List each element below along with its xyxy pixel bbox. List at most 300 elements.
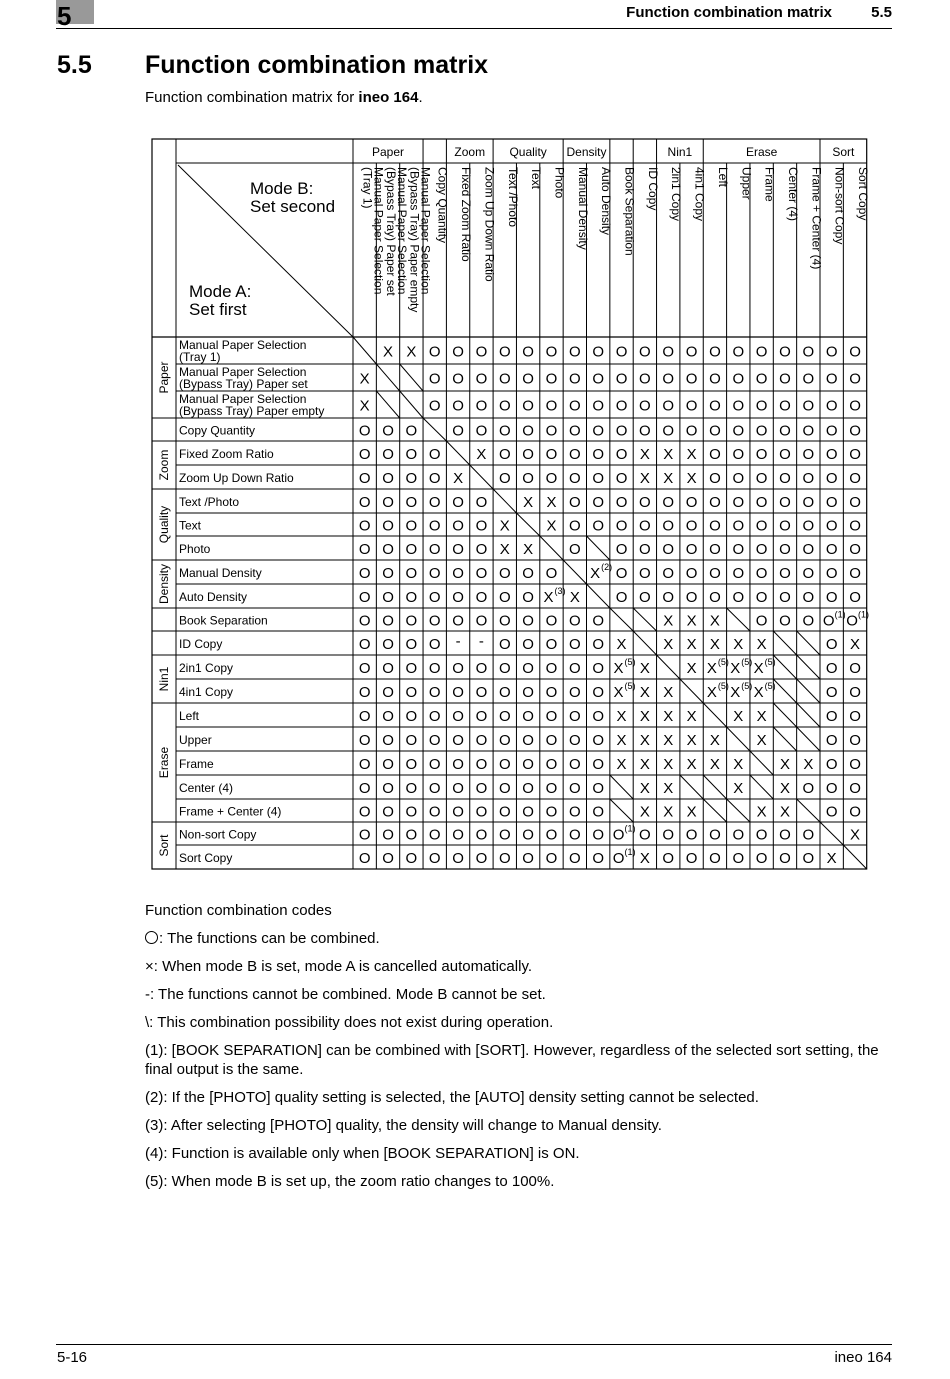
cell-slash xyxy=(470,465,493,489)
cell-cancel-mark: X xyxy=(546,494,557,511)
cell-combinable-mark: O xyxy=(592,660,605,677)
cell-combinable-mark: O xyxy=(545,850,558,867)
cell-combinable-mark: O xyxy=(545,343,558,361)
row-label: (Bypass Tray) Paper set xyxy=(179,377,308,391)
cell-combinable-mark: O xyxy=(545,780,558,797)
cell-combinable-mark: O xyxy=(685,541,698,558)
cell-combinable-mark: O xyxy=(825,470,838,487)
cell-combinable-mark: O xyxy=(732,343,745,361)
cell-cancel-mark: X xyxy=(613,660,624,677)
col-group-label: Nin1 xyxy=(667,145,693,159)
cell-slash xyxy=(750,775,773,799)
cell-combinable-mark: O xyxy=(545,470,558,487)
cell-combinable-mark: O xyxy=(639,826,651,844)
cell-slash xyxy=(797,727,820,751)
codes-heading: Function combination codes xyxy=(145,902,332,919)
cell-combinable-mark: O xyxy=(779,589,791,606)
cell-combinable-mark: O xyxy=(428,470,441,487)
row-label: Manual Paper Selection xyxy=(179,392,307,406)
running-section: 5.5 xyxy=(871,4,892,21)
cell-combinable-mark: O xyxy=(545,612,558,630)
cell-combinable-mark: O xyxy=(849,517,861,535)
cell-cancel-mark: X xyxy=(686,732,697,749)
row-label: (Bypass Tray) Paper empty xyxy=(179,404,325,418)
cell-combinable-mark: O xyxy=(685,370,698,388)
cell-cancel-mark: X xyxy=(453,470,464,487)
cell-combinable-mark: O xyxy=(358,826,371,844)
cell-combinable-mark: O xyxy=(358,732,371,749)
cell-combinable-mark: O xyxy=(405,612,418,630)
cell-combinable-mark: O xyxy=(358,422,371,440)
cell-cancel-mark: X xyxy=(709,636,720,653)
cell-combinable-mark: O xyxy=(592,446,605,463)
cell-combinable-mark: O xyxy=(639,370,651,388)
cell-combinable-mark: O xyxy=(639,517,651,535)
cell-combinable-mark: O xyxy=(522,636,534,653)
cell-cancel-mark: X xyxy=(546,517,557,535)
cell-combinable-mark: O xyxy=(522,803,534,821)
cell-cancel-mark: X xyxy=(476,446,487,463)
cell-combinable-mark: O xyxy=(849,732,861,749)
cell-combinable-mark: O xyxy=(709,397,721,415)
cell-cancel-mark: X xyxy=(686,660,697,677)
cell-combinable-mark: O xyxy=(405,756,418,773)
row-label: Text xyxy=(179,518,202,533)
cell-combinable-mark: O xyxy=(522,684,534,701)
note-3: (3): After selecting [PHOTO] quality, the density will change to Manual density. xyxy=(145,1117,662,1134)
row-label: Manual Paper Selection xyxy=(179,365,307,379)
cell-not-combinable-mark: - xyxy=(455,633,461,650)
cell-combinable-mark: O xyxy=(545,732,558,749)
cell-combinable-mark: O xyxy=(779,494,791,511)
cell-combinable-mark: O xyxy=(452,732,464,749)
cell-slash xyxy=(563,560,586,584)
cell-combinable-mark: O xyxy=(358,756,371,773)
cell-combinable-mark: O xyxy=(382,850,394,867)
cell-combinable-mark: O xyxy=(498,422,511,440)
cell-combinable-mark: O xyxy=(452,343,464,361)
cell-combinable-mark: O xyxy=(662,343,675,361)
note-4: (4): Function is available only when [BOOK SEPARATION] is ON. xyxy=(145,1145,580,1162)
cell-combinable-mark: O xyxy=(522,470,534,487)
cell-combinable-mark: O xyxy=(498,636,511,653)
cell-cancel-mark: X xyxy=(639,850,650,867)
cell-combinable-mark: O xyxy=(802,370,815,388)
cell-combinable-mark: O xyxy=(779,422,791,440)
cell-combinable-mark: O xyxy=(475,397,488,415)
cell-combinable-mark: O xyxy=(475,803,488,821)
cell-slash xyxy=(610,799,633,822)
cell-combinable-mark: O xyxy=(639,565,651,582)
cell-combinable-mark: O xyxy=(732,850,745,867)
cell-cancel-mark: X xyxy=(569,589,580,606)
col-label: Non-sort Copy xyxy=(832,167,847,245)
cell-combinable-mark: O xyxy=(475,850,488,867)
cell-cancel-mark: X xyxy=(406,343,417,361)
row-group-label: Quality xyxy=(157,505,171,544)
cell-cancel-mark: X xyxy=(686,470,697,487)
cell-combinable-mark: O xyxy=(498,589,511,606)
row-group-label: Sort xyxy=(157,834,171,857)
cell-cancel-mark: X xyxy=(733,780,744,797)
cell-combinable-mark: O xyxy=(568,612,581,630)
cell-combinable-mark: O xyxy=(755,850,768,867)
cell-combinable-mark: O xyxy=(498,343,511,361)
cell-combinable-mark: O xyxy=(428,780,441,797)
cell-slash xyxy=(703,799,726,822)
cell-combinable-mark: O xyxy=(428,660,441,677)
cell-combinable-mark: O xyxy=(358,541,371,558)
cell-combinable-mark: O xyxy=(545,803,558,821)
cell-slash xyxy=(820,822,843,845)
intro-lead: Function combination matrix for xyxy=(145,89,359,106)
col-label: Copy Quantity xyxy=(435,167,450,244)
cell-combinable-mark: O xyxy=(428,370,441,388)
cell-slash xyxy=(540,536,563,560)
cell-combinable-mark: O xyxy=(358,708,371,725)
cell-cancel-mark: X xyxy=(616,732,627,749)
cell-cancel-mark: X xyxy=(616,636,627,653)
cell-combinable-mark: O xyxy=(475,660,488,677)
cell-combinable-mark: O xyxy=(802,343,815,361)
row-label: Frame + Center (4) xyxy=(179,804,282,819)
cell-combinable-mark: O xyxy=(522,422,534,440)
cell-footnote-ref: (5) xyxy=(717,681,729,691)
footer-product: ineo 164 xyxy=(834,1349,892,1366)
cell-combinable-mark: O xyxy=(662,494,675,511)
cell-combinable-mark: O xyxy=(615,343,628,361)
cell-cancel-mark: X xyxy=(639,803,650,821)
cell-cancel-mark: X xyxy=(590,565,601,582)
row-label: Upper xyxy=(179,733,212,747)
cell-combinable-mark: O xyxy=(779,343,791,361)
cell-slash xyxy=(797,631,820,655)
cell-combinable-mark: O xyxy=(592,343,605,361)
cell-footnote-ref: (5) xyxy=(741,681,753,691)
cell-combinable-mark: O xyxy=(498,780,511,797)
col-group-label: Paper xyxy=(372,145,405,159)
cell-combinable-mark: O xyxy=(358,850,371,867)
cell-combinable-mark: O xyxy=(615,422,628,440)
cell-cancel-mark: X xyxy=(663,780,674,797)
cell-cancel-mark: X xyxy=(706,660,717,677)
cell-combinable-mark: O xyxy=(498,470,511,487)
col-label: 2in1 Copy xyxy=(669,167,684,222)
cell-combinable-mark: O xyxy=(545,826,558,844)
cell-slash xyxy=(587,536,610,560)
cell-combinable-mark: O xyxy=(709,541,721,558)
cell-combinable-mark: O xyxy=(475,517,488,535)
cell-slash xyxy=(843,845,866,869)
cell-cancel-mark: X xyxy=(709,612,720,630)
cell-combinable-mark: O xyxy=(545,397,558,415)
cell-combinable-mark: O xyxy=(849,370,861,388)
cell-combinable-mark: O xyxy=(849,343,861,361)
cell-combinable-mark: O xyxy=(452,708,464,725)
row-label: Frame xyxy=(179,757,214,771)
cell-cancel-mark: X xyxy=(499,541,510,558)
col-label: (Bypass Tray) Paper empty xyxy=(407,167,422,313)
cell-combinable-mark: O xyxy=(382,756,394,773)
cell-combinable-mark: O xyxy=(639,422,651,440)
cell-combinable-mark: O xyxy=(522,612,534,630)
cell-slash xyxy=(633,608,656,631)
cell-combinable-mark: O xyxy=(428,756,441,773)
cell-combinable-mark: O xyxy=(662,541,675,558)
cell-slash xyxy=(680,775,703,799)
cell-combinable-mark: O xyxy=(662,850,675,867)
corner-mode-a-label: Set first xyxy=(189,300,247,319)
cell-combinable-mark: O xyxy=(358,636,371,653)
cell-combinable-mark: O xyxy=(612,850,625,867)
cell-combinable-mark: O xyxy=(568,446,581,463)
cell-combinable-mark: O xyxy=(732,370,745,388)
cell-combinable-mark: O xyxy=(545,565,558,582)
cell-combinable-mark: O xyxy=(498,708,511,725)
cell-combinable-mark: O xyxy=(849,470,861,487)
cell-combinable-mark: O xyxy=(755,343,768,361)
cell-footnote-ref: (5) xyxy=(624,681,636,691)
cell-combinable-mark: O xyxy=(825,660,838,677)
cell-combinable-mark: O xyxy=(358,494,371,511)
cell-combinable-mark: O xyxy=(849,541,861,558)
cell-combinable-mark: O xyxy=(405,850,418,867)
cell-combinable-mark: O xyxy=(568,397,581,415)
row-label: Manual Paper Selection xyxy=(179,338,307,352)
cell-combinable-mark: O xyxy=(685,826,698,844)
cell-footnote-ref: (1) xyxy=(858,609,870,620)
cell-combinable-mark: O xyxy=(452,517,464,535)
cell-combinable-mark: O xyxy=(802,446,815,463)
cell-combinable-mark: O xyxy=(475,708,488,725)
intro-product: ineo 164 xyxy=(358,89,419,106)
cell-combinable-mark: O xyxy=(475,370,488,388)
cell-combinable-mark: O xyxy=(709,470,721,487)
cell-combinable-mark: O xyxy=(709,446,721,463)
cell-combinable-mark: O xyxy=(522,780,534,797)
cell-combinable-mark: O xyxy=(522,565,534,582)
cell-combinable-mark: O xyxy=(639,494,651,511)
chapter-number: 5 xyxy=(57,1,72,31)
cell-combinable-mark: O xyxy=(825,370,838,388)
col-label: Left xyxy=(715,167,730,188)
cell-combinable-mark: O xyxy=(662,826,675,844)
cell-combinable-mark: O xyxy=(755,470,768,487)
section-number: 5.5 xyxy=(57,51,92,79)
col-label: 4in1 Copy xyxy=(692,167,707,222)
cell-combinable-mark: O xyxy=(405,826,418,844)
cell-combinable-mark: O xyxy=(662,517,675,535)
cell-footnote-ref: (1) xyxy=(624,847,636,857)
cell-slash xyxy=(610,608,633,631)
cell-combinable-mark: O xyxy=(382,660,394,677)
cell-combinable-mark: O xyxy=(825,636,838,653)
cell-cancel-mark: X xyxy=(709,732,720,749)
cell-combinable-mark: O xyxy=(382,636,394,653)
cell-combinable-mark: O xyxy=(825,494,838,511)
cell-cancel-mark: X xyxy=(756,636,767,653)
cell-combinable-mark: O xyxy=(685,850,698,867)
cell-combinable-mark: O xyxy=(475,826,488,844)
cell-slash xyxy=(773,727,796,751)
cell-combinable-mark: O xyxy=(639,343,651,361)
cell-slash xyxy=(773,703,796,727)
cell-combinable-mark: O xyxy=(545,636,558,653)
cell-slash xyxy=(727,727,750,751)
cell-combinable-mark: O xyxy=(522,826,534,844)
cell-cancel-mark: X xyxy=(639,708,650,725)
cell-combinable-mark: O xyxy=(382,803,394,821)
cell-combinable-mark: O xyxy=(802,397,815,415)
cell-combinable-mark: O xyxy=(779,397,791,415)
cell-combinable-mark: O xyxy=(522,850,534,867)
cell-combinable-mark: O xyxy=(592,732,605,749)
cell-combinable-mark: O xyxy=(709,370,721,388)
col-label: Photo xyxy=(552,167,567,199)
col-label: Manual Paper Selection xyxy=(395,167,410,295)
cell-combinable-mark: O xyxy=(592,850,605,867)
cell-combinable-mark: O xyxy=(779,826,791,844)
cell-combinable-mark: O xyxy=(545,756,558,773)
cell-cancel-mark: X xyxy=(756,708,767,725)
cell-cancel-mark: X xyxy=(616,756,627,773)
cell-combinable-mark: O xyxy=(428,517,441,535)
cell-combinable-mark: O xyxy=(568,517,581,535)
cell-combinable-mark: O xyxy=(755,589,768,606)
cell-combinable-mark: O xyxy=(849,684,861,701)
cell-cancel-mark: X xyxy=(639,470,650,487)
cell-combinable-mark: O xyxy=(452,422,464,440)
cell-combinable-mark: O xyxy=(382,732,394,749)
cell-slash xyxy=(376,391,399,418)
cell-slash xyxy=(657,655,680,679)
cell-combinable-mark: O xyxy=(358,612,371,630)
cell-combinable-mark: O xyxy=(405,636,418,653)
cell-combinable-mark: O xyxy=(822,612,835,630)
cell-combinable-mark: O xyxy=(825,422,838,440)
cell-combinable-mark: O xyxy=(452,684,464,701)
cell-combinable-mark: O xyxy=(568,803,581,821)
col-label: Frame xyxy=(762,167,777,202)
col-group-label: Quality xyxy=(509,145,547,159)
cell-combinable-mark: O xyxy=(428,612,441,630)
cell-combinable-mark: O xyxy=(849,446,861,463)
row-label: Fixed Zoom Ratio xyxy=(179,447,274,461)
cell-slash xyxy=(680,679,703,703)
cell-slash xyxy=(773,655,796,679)
cell-not-combinable-mark: - xyxy=(478,633,484,650)
cell-combinable-mark: O xyxy=(592,470,605,487)
cell-combinable-mark: O xyxy=(779,541,791,558)
cell-combinable-mark: O xyxy=(592,756,605,773)
cell-combinable-mark: O xyxy=(428,708,441,725)
cell-cancel-mark: X xyxy=(663,470,674,487)
cell-combinable-mark: O xyxy=(825,541,838,558)
cell-combinable-mark: O xyxy=(849,565,861,582)
cell-combinable-mark: O xyxy=(382,422,394,440)
cell-combinable-mark: O xyxy=(498,826,511,844)
cell-combinable-mark: O xyxy=(498,446,511,463)
cell-combinable-mark: O xyxy=(755,565,768,582)
cell-cancel-mark: X xyxy=(613,684,624,701)
cell-combinable-mark: O xyxy=(849,589,861,606)
cell-slash xyxy=(516,513,539,536)
col-label: (Bypass Tray) Paper set xyxy=(384,167,399,296)
row-group-label: Nin1 xyxy=(157,666,171,692)
cell-cancel-mark: X xyxy=(686,756,697,773)
cell-combinable-mark: O xyxy=(802,826,815,844)
cell-cancel-mark: X xyxy=(733,636,744,653)
cell-slash xyxy=(797,679,820,703)
cell-combinable-mark: O xyxy=(498,684,511,701)
cell-combinable-mark: O xyxy=(755,826,768,844)
cell-combinable-mark: O xyxy=(452,803,464,821)
cell-combinable-mark: O xyxy=(802,850,815,867)
cell-combinable-mark: O xyxy=(568,826,581,844)
cell-combinable-mark: O xyxy=(405,565,418,582)
cell-cancel-mark: X xyxy=(686,612,697,630)
cell-combinable-mark: O xyxy=(685,397,698,415)
code-cancelled: ×: When mode B is set, mode A is cancelled automatically. xyxy=(145,958,532,975)
cell-combinable-mark: O xyxy=(475,612,488,630)
cell-slash xyxy=(773,679,796,703)
cell-footnote-ref: (5) xyxy=(717,657,729,667)
cell-combinable-mark: O xyxy=(568,756,581,773)
cell-slash xyxy=(493,489,516,513)
col-label: Frame + Center (4) xyxy=(809,167,824,270)
cell-slash xyxy=(446,441,469,465)
cell-slash xyxy=(703,703,726,727)
cell-cancel-mark: X xyxy=(663,684,674,701)
col-label: Manual Paper Selection xyxy=(371,167,386,295)
cell-combinable-mark: O xyxy=(709,826,721,844)
cell-combinable-mark: O xyxy=(475,780,488,797)
cell-combinable-mark: O xyxy=(498,850,511,867)
cell-combinable-mark: O xyxy=(779,370,791,388)
cell-combinable-mark: O xyxy=(779,850,791,867)
cell-cancel-mark: X xyxy=(850,636,861,653)
row-label: (Tray 1) xyxy=(179,350,221,364)
cell-cancel-mark: X xyxy=(639,446,650,463)
cell-combinable-mark: O xyxy=(382,826,394,844)
cell-combinable-mark: O xyxy=(382,470,394,487)
col-group-label: Erase xyxy=(745,145,778,159)
cell-combinable-mark: O xyxy=(405,470,418,487)
cell-footnote-ref: (5) xyxy=(764,657,776,667)
cell-combinable-mark: O xyxy=(732,422,745,440)
cell-combinable-mark: O xyxy=(405,732,418,749)
cell-combinable-mark: O xyxy=(709,565,721,582)
cell-slash xyxy=(703,775,726,799)
cell-combinable-mark: O xyxy=(662,397,675,415)
cell-cancel-mark: X xyxy=(663,708,674,725)
cell-combinable-mark: O xyxy=(568,850,581,867)
code-not-exist: \: This combination possibility does not exist during operation. xyxy=(145,1014,554,1031)
cell-cancel-mark: X xyxy=(639,732,650,749)
cell-footnote-ref: (5) xyxy=(624,657,636,667)
cell-combinable-mark: O xyxy=(849,803,861,821)
cell-combinable-mark: O xyxy=(825,397,838,415)
cell-slash xyxy=(353,337,376,364)
cell-combinable-mark: O xyxy=(568,708,581,725)
cell-cancel-mark: X xyxy=(663,803,674,821)
cell-combinable-mark: O xyxy=(685,422,698,440)
cell-slash xyxy=(797,703,820,727)
cell-combinable-mark: O xyxy=(568,660,581,677)
col-label: Upper xyxy=(739,167,754,200)
cell-combinable-mark: O xyxy=(568,343,581,361)
cell-combinable-mark: O xyxy=(592,708,605,725)
